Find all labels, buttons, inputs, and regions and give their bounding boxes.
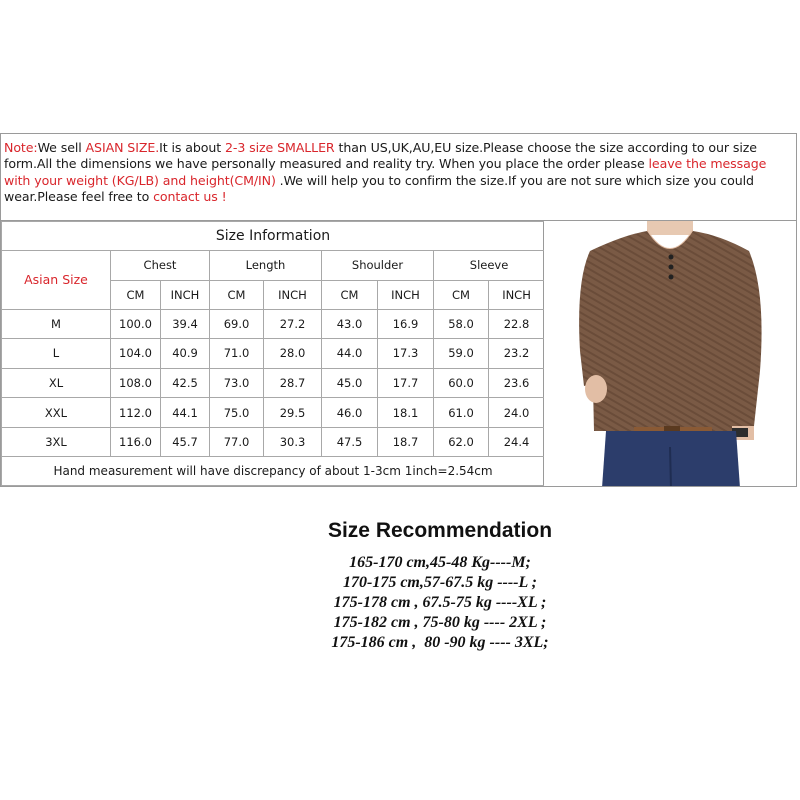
note-smaller: 2-3 size SMALLER xyxy=(224,140,335,155)
measurement-cell: 28.0 xyxy=(264,339,322,369)
unit-header: INCH xyxy=(489,281,545,310)
measurement-cell: 46.0 xyxy=(322,398,378,428)
measurement-cell: 43.0 xyxy=(322,309,378,339)
measurement-cell: 23.6 xyxy=(489,368,545,398)
measurement-cell: 39.4 xyxy=(161,309,210,339)
measurement-cell: 22.8 xyxy=(489,309,545,339)
measurement-cell: 45.7 xyxy=(161,427,210,457)
table-row xyxy=(2,309,545,339)
size-label: L xyxy=(2,339,111,369)
measurement-cell: 108.0 xyxy=(111,368,161,398)
unit-header: INCH xyxy=(161,281,210,310)
recommendation-list xyxy=(0,553,800,653)
measurement-cell: 29.5 xyxy=(264,398,322,428)
header-shoulder: Shoulder xyxy=(322,250,434,281)
measurement-cell: 17.7 xyxy=(378,368,434,398)
unit-header: CM xyxy=(111,281,161,310)
measurement-cell: 58.0 xyxy=(434,309,489,339)
measurement-cell: 28.7 xyxy=(264,368,322,398)
size-label: XXL xyxy=(2,398,111,428)
measurement-cell: 42.5 xyxy=(161,368,210,398)
table-title: Size Information xyxy=(2,222,545,251)
unit-header: CM xyxy=(210,281,264,310)
measurement-cell: 104.0 xyxy=(111,339,161,369)
recommendation-line: 175-178 cm , 67.5-75 kg ----XL ; xyxy=(333,594,547,611)
unit-header: CM xyxy=(434,281,489,310)
measurement-cell: 40.9 xyxy=(161,339,210,369)
unit-header: INCH xyxy=(264,281,322,310)
note-label: Note: xyxy=(4,140,38,155)
recommendation-line: 175-182 cm , 75-80 kg ---- 2XL ; xyxy=(333,614,547,631)
measurement-cell: 44.1 xyxy=(161,398,210,428)
table-row xyxy=(2,398,545,428)
note-asian-size: ASIAN SIZE. xyxy=(85,140,160,155)
measurement-cell: 112.0 xyxy=(111,398,161,428)
size-note xyxy=(0,133,797,221)
note-contact-us: contact us ! xyxy=(153,188,227,204)
size-rows xyxy=(2,309,545,457)
measurement-cell: 77.0 xyxy=(210,427,264,457)
note-text: We sell xyxy=(37,140,86,155)
measurement-cell: 17.3 xyxy=(378,339,434,369)
unit-header: CM xyxy=(322,281,378,310)
measurement-cell: 62.0 xyxy=(434,427,489,457)
measurement-cell: 23.2 xyxy=(489,339,545,369)
note-text: It is about xyxy=(159,140,225,155)
size-label: XL xyxy=(2,368,111,398)
measurement-cell: 61.0 xyxy=(434,398,489,428)
sweater-model-image xyxy=(544,221,797,487)
header-sleeve: Sleeve xyxy=(434,250,545,281)
product-photo xyxy=(544,220,797,487)
recommendation-line: 175-186 cm , 80 -90 kg ---- 3XL; xyxy=(331,634,549,651)
measurement-cell: 75.0 xyxy=(210,398,264,428)
measurement-cell: 100.0 xyxy=(111,309,161,339)
table-row xyxy=(2,427,545,457)
measurement-cell: 69.0 xyxy=(210,309,264,339)
table-row xyxy=(2,339,545,369)
measurement-cell: 30.3 xyxy=(264,427,322,457)
measurement-cell: 59.0 xyxy=(434,339,489,369)
measurement-cell: 16.9 xyxy=(378,309,434,339)
measurement-cell: 18.7 xyxy=(378,427,434,457)
measurement-cell: 71.0 xyxy=(210,339,264,369)
unit-header: INCH xyxy=(378,281,434,310)
recommendation-line: 165-170 cm,45-48 Kg----M; xyxy=(349,554,531,571)
measurement-cell: 24.4 xyxy=(489,427,545,457)
measurement-cell: 24.0 xyxy=(489,398,545,428)
header-length: Length xyxy=(210,250,322,281)
asian-size-header: Asian Size xyxy=(2,250,111,309)
note-text: .We will help you to confirm the size.If you are not sure which size you could wear.Please feel free to xyxy=(4,172,754,204)
note-message-request: leave the message with your weight (KG/LB) and height(CM/IN) xyxy=(4,156,767,188)
note-text: than US,UK,AU,EU size.Please choose the size according to our size form.All the dimensions we have personally measured and reality try. When you place the order please xyxy=(4,140,757,172)
measurement-note: Hand measurement will have discrepancy of about 1-3cm 1inch=2.54cm xyxy=(2,457,545,486)
measurement-cell: 60.0 xyxy=(434,368,489,398)
measurement-cell: 47.5 xyxy=(322,427,378,457)
size-table xyxy=(1,221,545,486)
recommendation-title: Size Recommendation xyxy=(327,519,553,542)
size-label: 3XL xyxy=(2,427,111,457)
measurement-cell: 44.0 xyxy=(322,339,378,369)
measurement-cell: 18.1 xyxy=(378,398,434,428)
recommendation-line: 170-175 cm,57-67.5 kg ----L ; xyxy=(342,574,538,591)
table-row xyxy=(2,368,545,398)
measurement-cell: 27.2 xyxy=(264,309,322,339)
size-label: M xyxy=(2,309,111,339)
measurement-cell: 116.0 xyxy=(111,427,161,457)
measurement-cell: 45.0 xyxy=(322,368,378,398)
size-table-container xyxy=(0,220,544,487)
measurement-cell: 73.0 xyxy=(210,368,264,398)
header-chest: Chest xyxy=(111,250,210,281)
